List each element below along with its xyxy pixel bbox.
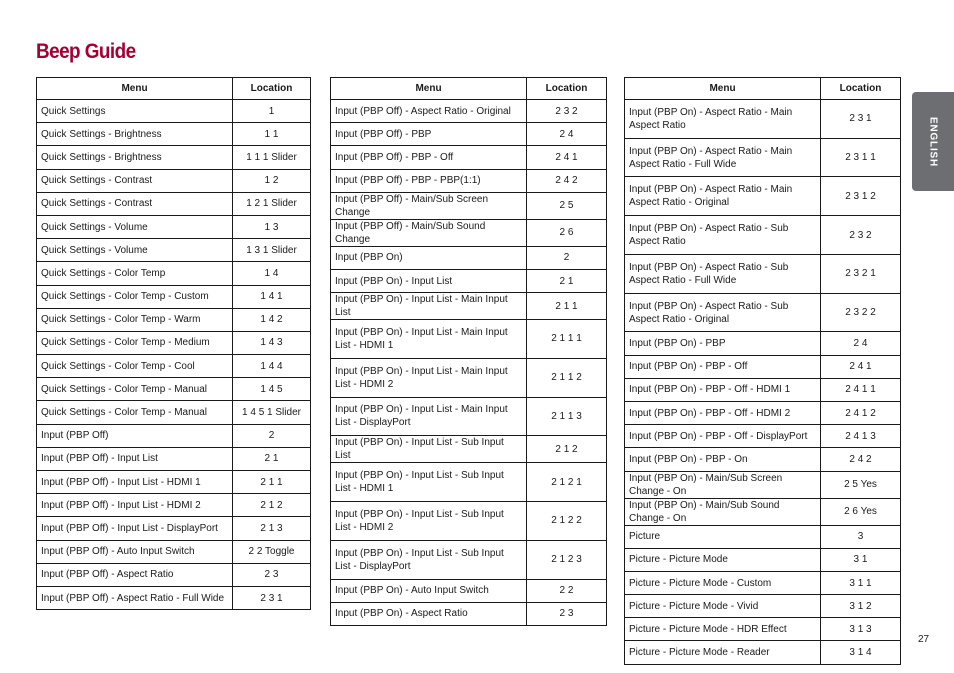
location-cell: 1 2 (233, 169, 311, 192)
menu-cell: Input (PBP On) (331, 246, 527, 269)
table-row (331, 358, 607, 397)
table-row (37, 563, 311, 586)
location-cell: 1 4 1 (233, 285, 311, 308)
menu-cell: Input (PBP On) - Input List (331, 269, 527, 292)
menu-cell: Quick Settings - Contrast (37, 192, 233, 215)
table-row (37, 100, 311, 123)
menu-cell: Input (PBP Off) - Auto Input Switch (37, 540, 233, 563)
menu-cell: Input (PBP On) - Input List - Main Input List (331, 293, 527, 320)
location-cell: 3 (821, 525, 901, 548)
table-row (37, 494, 311, 517)
table-row (37, 355, 311, 378)
location-cell: 2 1 2 3 (527, 540, 607, 579)
location-cell: 2 4 1 (821, 355, 901, 378)
table-row (625, 293, 901, 332)
menu-cell: Picture - Picture Mode - Vivid (625, 595, 821, 618)
location-cell: 2 3 1 (821, 100, 901, 139)
location-header: Location (233, 78, 311, 100)
language-tab-label: ENGLISH (927, 116, 939, 167)
location-cell: 1 1 1 Slider (233, 146, 311, 169)
table-row (625, 138, 901, 177)
menu-cell: Input (PBP On) - Aspect Ratio - Sub Aspect Ratio - Full Wide (625, 254, 821, 293)
location-cell: 2 1 1 2 (527, 358, 607, 397)
menu-cell: Input (PBP On) - Input List - Sub Input List - HDMI 2 (331, 502, 527, 541)
location-cell: 2 1 3 (233, 517, 311, 540)
menu-cell: Picture - Picture Mode - Custom (625, 571, 821, 594)
location-cell: 3 1 1 (821, 571, 901, 594)
menu-cell: Input (PBP On) - PBP - Off - DisplayPort (625, 425, 821, 448)
location-cell: 1 1 (233, 123, 311, 146)
table-row (625, 618, 901, 641)
location-cell: 2 5 (527, 192, 607, 219)
menu-cell: Input (PBP On) - PBP - Off - HDMI 2 (625, 401, 821, 424)
location-cell: 3 1 2 (821, 595, 901, 618)
location-cell: 1 4 5 1 Slider (233, 401, 311, 424)
menu-cell: Picture - Picture Mode (625, 548, 821, 571)
menu-cell: Input (PBP On) - Input List - Main Input List - HDMI 1 (331, 320, 527, 359)
menu-cell: Quick Settings - Volume (37, 239, 233, 262)
table-row (331, 397, 607, 436)
menu-cell: Input (PBP On) - Input List - Sub Input List - DisplayPort (331, 540, 527, 579)
menu-header: Menu (331, 78, 527, 100)
location-cell: 2 4 (821, 332, 901, 355)
location-cell: 2 3 (527, 602, 607, 625)
table-row (625, 571, 901, 594)
table-row (37, 424, 311, 447)
location-cell: 3 1 3 (821, 618, 901, 641)
menu-cell: Quick Settings - Color Temp - Custom (37, 285, 233, 308)
location-cell: 3 1 (821, 548, 901, 571)
location-cell: 1 3 (233, 215, 311, 238)
menu-cell: Picture (625, 525, 821, 548)
location-cell: 1 4 3 (233, 331, 311, 354)
table-row (331, 169, 607, 192)
menu-cell: Input (PBP Off) (37, 424, 233, 447)
location-cell: 2 4 1 3 (821, 425, 901, 448)
table-row (625, 355, 901, 378)
menu-cell: Input (PBP On) - Input List - Sub Input List - HDMI 1 (331, 463, 527, 502)
location-cell: 2 3 2 2 (821, 293, 901, 332)
table-row (37, 401, 311, 424)
location-cell: 2 1 1 3 (527, 397, 607, 436)
location-cell: 2 1 1 (527, 293, 607, 320)
table-row (625, 332, 901, 355)
table-row (331, 293, 607, 320)
location-cell: 1 4 (233, 262, 311, 285)
menu-cell: Input (PBP Off) - Input List - HDMI 2 (37, 494, 233, 517)
location-cell: 2 1 2 2 (527, 502, 607, 541)
table-row (37, 239, 311, 262)
table-row (625, 100, 901, 139)
table-row (37, 262, 311, 285)
table-row (37, 540, 311, 563)
menu-cell: Input (PBP Off) - Main/Sub Screen Change (331, 192, 527, 219)
location-cell: 2 3 1 1 (821, 138, 901, 177)
location-cell: 2 1 2 1 (527, 463, 607, 502)
location-cell: 2 2 (527, 579, 607, 602)
table-row (37, 146, 311, 169)
table-row (37, 123, 311, 146)
location-cell: 2 (233, 424, 311, 447)
location-cell: 1 2 1 Slider (233, 192, 311, 215)
table-row (625, 525, 901, 548)
location-cell: 2 3 1 2 (821, 177, 901, 216)
location-cell: 2 5 Yes (821, 471, 901, 498)
menu-cell: Input (PBP On) - PBP - On (625, 448, 821, 471)
table-row (331, 579, 607, 602)
location-cell: 2 1 1 (233, 471, 311, 494)
location-header: Location (527, 78, 607, 100)
table-row (37, 378, 311, 401)
location-cell: 1 3 1 Slider (233, 239, 311, 262)
menu-cell: Input (PBP On) - PBP (625, 332, 821, 355)
table-row (625, 401, 901, 424)
table-row (625, 448, 901, 471)
language-tab[interactable] (912, 92, 954, 191)
table-row (625, 378, 901, 401)
menu-header: Menu (37, 78, 233, 100)
page-title: Beep Guide (36, 40, 136, 63)
menu-cell: Input (PBP Off) - Aspect Ratio (37, 563, 233, 586)
table-row (37, 447, 311, 470)
table-row (37, 192, 311, 215)
menu-cell: Input (PBP Off) - Input List - DisplayPort (37, 517, 233, 540)
menu-cell: Input (PBP Off) - Aspect Ratio - Original (331, 100, 527, 123)
table-row (625, 498, 901, 525)
table-row (37, 331, 311, 354)
location-cell: 1 (233, 100, 311, 123)
menu-cell: Quick Settings - Color Temp - Medium (37, 331, 233, 354)
table-row (331, 146, 607, 169)
beep-table-2 (330, 77, 607, 626)
menu-cell: Input (PBP On) - Aspect Ratio - Sub Aspect Ratio - Original (625, 293, 821, 332)
table-row (37, 308, 311, 331)
table-row (331, 602, 607, 625)
table-row (331, 463, 607, 502)
table-row (625, 177, 901, 216)
table-row (331, 540, 607, 579)
table-row (331, 320, 607, 359)
menu-cell: Quick Settings - Brightness (37, 146, 233, 169)
table-row (331, 269, 607, 292)
location-cell: 2 6 Yes (821, 498, 901, 525)
table-row (331, 192, 607, 219)
table-row (331, 246, 607, 269)
menu-cell: Quick Settings - Color Temp (37, 262, 233, 285)
table-row (625, 641, 901, 664)
table-row (331, 123, 607, 146)
location-cell: 2 1 2 (233, 494, 311, 517)
location-cell: 2 4 1 2 (821, 401, 901, 424)
location-cell: 2 3 2 1 (821, 254, 901, 293)
menu-cell: Input (PBP Off) - Input List (37, 447, 233, 470)
table-row (625, 254, 901, 293)
menu-cell: Input (PBP On) - PBP - Off - HDMI 1 (625, 378, 821, 401)
menu-cell: Input (PBP Off) - Input List - HDMI 1 (37, 471, 233, 494)
menu-cell: Input (PBP On) - Aspect Ratio - Main Aspect Ratio - Original (625, 177, 821, 216)
menu-cell: Input (PBP Off) - PBP - Off (331, 146, 527, 169)
location-cell: 2 4 (527, 123, 607, 146)
table-row (625, 548, 901, 571)
table-row (37, 586, 311, 609)
menu-cell: Input (PBP Off) - Main/Sub Sound Change (331, 219, 527, 246)
menu-cell: Quick Settings - Color Temp - Cool (37, 355, 233, 378)
menu-cell: Input (PBP On) - Main/Sub Screen Change - On (625, 471, 821, 498)
location-cell: 2 1 (527, 269, 607, 292)
table-row (37, 471, 311, 494)
menu-cell: Input (PBP On) - Auto Input Switch (331, 579, 527, 602)
table-row (331, 502, 607, 541)
location-cell: 2 1 2 (527, 436, 607, 463)
table-row (625, 216, 901, 255)
menu-cell: Quick Settings - Contrast (37, 169, 233, 192)
location-header: Location (821, 78, 901, 100)
table-row (37, 517, 311, 540)
menu-cell: Input (PBP On) - Input List - Main Input List - HDMI 2 (331, 358, 527, 397)
menu-cell: Input (PBP On) - Aspect Ratio - Main Aspect Ratio (625, 100, 821, 139)
table-row (37, 215, 311, 238)
menu-header: Menu (625, 78, 821, 100)
table-row (331, 436, 607, 463)
location-cell: 2 6 (527, 219, 607, 246)
menu-cell: Quick Settings - Color Temp - Manual (37, 401, 233, 424)
location-cell: 2 3 2 (821, 216, 901, 255)
location-cell: 2 3 (233, 563, 311, 586)
location-cell: 2 4 1 (527, 146, 607, 169)
location-cell: 1 4 4 (233, 355, 311, 378)
location-cell: 1 4 5 (233, 378, 311, 401)
location-cell: 1 4 2 (233, 308, 311, 331)
location-cell: 2 1 1 1 (527, 320, 607, 359)
menu-cell: Quick Settings - Volume (37, 215, 233, 238)
location-cell: 2 4 2 (821, 448, 901, 471)
menu-cell: Quick Settings - Brightness (37, 123, 233, 146)
table-row (625, 425, 901, 448)
menu-cell: Picture - Picture Mode - HDR Effect (625, 618, 821, 641)
menu-cell: Input (PBP Off) - Aspect Ratio - Full Wide (37, 586, 233, 609)
menu-cell: Quick Settings - Color Temp - Warm (37, 308, 233, 331)
beep-table-3 (624, 77, 901, 665)
location-cell: 3 1 4 (821, 641, 901, 664)
menu-cell: Input (PBP On) - Aspect Ratio (331, 602, 527, 625)
location-cell: 2 4 2 (527, 169, 607, 192)
page-number: 27 (918, 634, 930, 645)
menu-cell: Input (PBP On) - Aspect Ratio - Sub Aspect Ratio (625, 216, 821, 255)
table-row (37, 285, 311, 308)
table-row (37, 169, 311, 192)
table-row (625, 471, 901, 498)
menu-cell: Input (PBP On) - Input List - Sub Input List (331, 436, 527, 463)
table-row (331, 219, 607, 246)
beep-table-1 (36, 77, 311, 610)
location-cell: 2 3 1 (233, 586, 311, 609)
location-cell: 2 3 2 (527, 100, 607, 123)
menu-cell: Input (PBP On) - Input List - Main Input List - DisplayPort (331, 397, 527, 436)
table-row (625, 595, 901, 618)
menu-cell: Input (PBP Off) - PBP (331, 123, 527, 146)
location-cell: 2 1 (233, 447, 311, 470)
location-cell: 2 (527, 246, 607, 269)
menu-cell: Input (PBP On) - PBP - Off (625, 355, 821, 378)
location-cell: 2 4 1 1 (821, 378, 901, 401)
table-row (331, 100, 607, 123)
menu-cell: Quick Settings (37, 100, 233, 123)
menu-cell: Picture - Picture Mode - Reader (625, 641, 821, 664)
menu-cell: Input (PBP On) - Aspect Ratio - Main Aspect Ratio - Full Wide (625, 138, 821, 177)
menu-cell: Input (PBP Off) - PBP - PBP(1:1) (331, 169, 527, 192)
location-cell: 2 2 Toggle (233, 540, 311, 563)
menu-cell: Quick Settings - Color Temp - Manual (37, 378, 233, 401)
menu-cell: Input (PBP On) - Main/Sub Sound Change - On (625, 498, 821, 525)
